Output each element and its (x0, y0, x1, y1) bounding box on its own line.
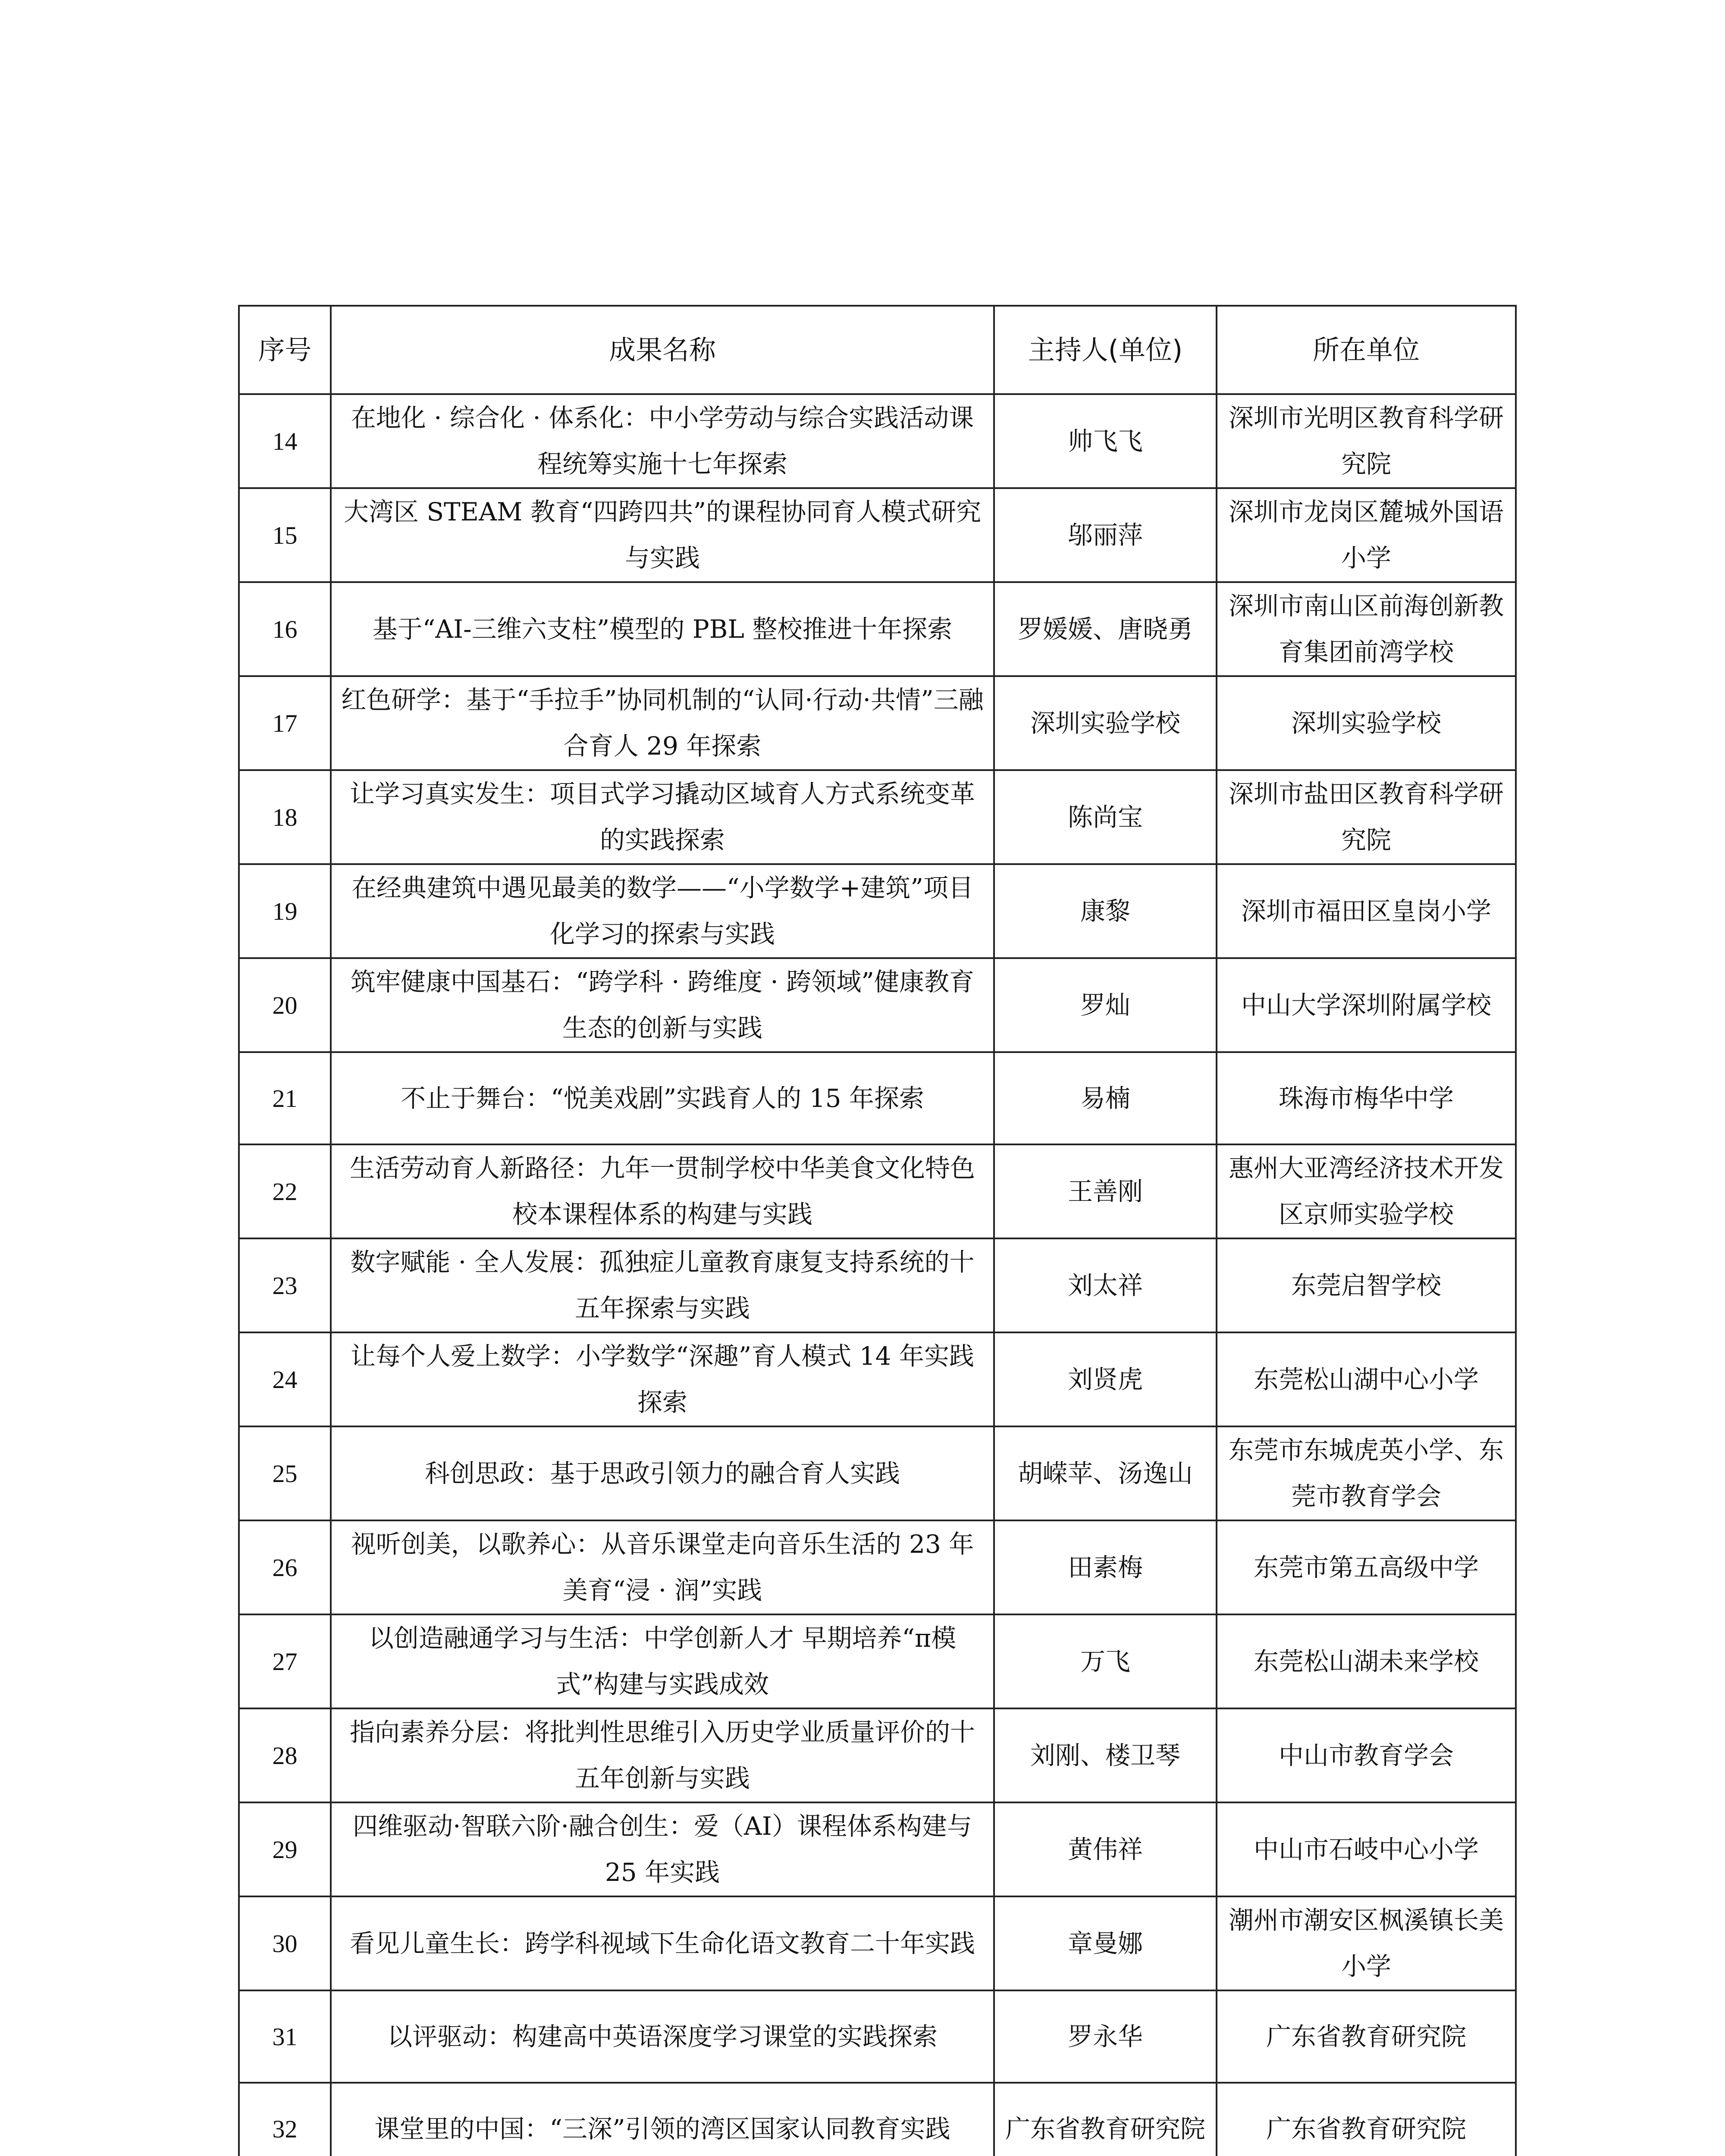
row-unit: 惠州大亚湾经济技术开发区京师实验学校 (1217, 1144, 1516, 1238)
row-unit: 深圳实验学校 (1217, 676, 1516, 770)
row-name: 四维驱动·智联六阶·融合创生：爱（AI）课程体系构建与 25 年实践 (331, 1802, 994, 1896)
row-name: 视听创美，以歌养心：从音乐课堂走向音乐生活的 23 年美育“浸 · 润”实践 (331, 1520, 994, 1614)
row-unit: 潮州市潮安区枫溪镇长美小学 (1217, 1896, 1516, 1990)
row-name: 课堂里的中国：“三深”引领的湾区国家认同教育实践 (331, 2083, 994, 2156)
table-row (239, 2083, 1516, 2156)
row-seq: 31 (239, 1990, 331, 2083)
table-row (239, 582, 1516, 676)
row-host: 帅飞飞 (994, 394, 1217, 488)
row-unit: 深圳市盐田区教育科学研究院 (1217, 770, 1516, 864)
row-seq: 21 (239, 1052, 331, 1144)
row-seq: 32 (239, 2083, 331, 2156)
table-row (239, 1802, 1516, 1896)
row-name: 生活劳动育人新路径：九年一贯制学校中华美食文化特色校本课程体系的构建与实践 (331, 1144, 994, 1238)
row-host: 章曼娜 (994, 1896, 1217, 1990)
table-row (239, 958, 1516, 1052)
row-unit: 东莞松山湖未来学校 (1217, 1614, 1516, 1708)
row-seq: 16 (239, 582, 331, 676)
row-host: 刘贤虎 (994, 1332, 1217, 1426)
row-unit: 中山市石岐中心小学 (1217, 1802, 1516, 1896)
row-unit: 中山市教育学会 (1217, 1708, 1516, 1802)
row-name: 在经典建筑中遇见最美的数学——“小学数学+建筑”项目化学习的探索与实践 (331, 864, 994, 958)
row-unit: 深圳市福田区皇岗小学 (1217, 864, 1516, 958)
row-name: 在地化 · 综合化 · 体系化：中小学劳动与综合实践活动课程统筹实施十七年探索 (331, 394, 994, 488)
table-row (239, 1614, 1516, 1708)
row-name: 基于“AI-三维六支柱”模型的 PBL 整校推进十年探索 (331, 582, 994, 676)
table-row (239, 1520, 1516, 1614)
table-row (239, 1144, 1516, 1238)
row-host: 王善刚 (994, 1144, 1217, 1238)
row-seq: 26 (239, 1520, 331, 1614)
row-seq: 23 (239, 1238, 331, 1332)
row-name: 以创造融通学习与生活：中学创新人才 早期培养“π模式”构建与实践成效 (331, 1614, 994, 1708)
row-seq: 28 (239, 1708, 331, 1802)
row-name: 筑牢健康中国基石：“跨学科 · 跨维度 · 跨领域”健康教育生态的创新与实践 (331, 958, 994, 1052)
row-name: 数字赋能 · 全人发展：孤独症儿童教育康复支持系统的十五年探索与实践 (331, 1238, 994, 1332)
row-name: 以评驱动：构建高中英语深度学习课堂的实践探索 (331, 1990, 994, 2083)
row-unit: 深圳市南山区前海创新教育集团前湾学校 (1217, 582, 1516, 676)
row-seq: 15 (239, 488, 331, 582)
row-seq: 17 (239, 676, 331, 770)
table-row (239, 1332, 1516, 1426)
row-unit: 深圳市光明区教育科学研究院 (1217, 394, 1516, 488)
row-host: 广东省教育研究院 (994, 2083, 1217, 2156)
row-host: 易楠 (994, 1052, 1217, 1144)
row-unit: 广东省教育研究院 (1217, 2083, 1516, 2156)
row-seq: 24 (239, 1332, 331, 1426)
row-seq: 25 (239, 1426, 331, 1520)
row-name: 红色研学：基于“手拉手”协同机制的“认同·行动·共情”三融合育人 29 年探索 (331, 676, 994, 770)
row-host: 田素梅 (994, 1520, 1217, 1614)
header-seq: 序号 (239, 306, 331, 394)
row-host: 罗永华 (994, 1990, 1217, 2083)
row-host: 邬丽萍 (994, 488, 1217, 582)
table-row (239, 1708, 1516, 1802)
row-name: 让学习真实发生：项目式学习撬动区域育人方式系统变革的实践探索 (331, 770, 994, 864)
table-row (239, 864, 1516, 958)
row-host: 胡嵘苹、汤逸山 (994, 1426, 1217, 1520)
row-seq: 20 (239, 958, 331, 1052)
table-row (239, 1896, 1516, 1990)
row-unit: 中山大学深圳附属学校 (1217, 958, 1516, 1052)
row-name: 不止于舞台：“悦美戏剧”实践育人的 15 年探索 (331, 1052, 994, 1144)
row-unit: 广东省教育研究院 (1217, 1990, 1516, 2083)
header-name: 成果名称 (331, 306, 994, 394)
table-row (239, 488, 1516, 582)
table-row (239, 1990, 1516, 2083)
row-seq: 30 (239, 1896, 331, 1990)
table-row (239, 1426, 1516, 1520)
row-host: 罗媛媛、唐晓勇 (994, 582, 1217, 676)
header-unit: 所在单位 (1217, 306, 1516, 394)
row-host: 刘刚、楼卫琴 (994, 1708, 1217, 1802)
table-row (239, 1052, 1516, 1144)
table-row (239, 1238, 1516, 1332)
row-host: 黄伟祥 (994, 1802, 1217, 1896)
row-name: 科创思政：基于思政引领力的融合育人实践 (331, 1426, 994, 1520)
row-unit: 东莞市东城虎英小学、东莞市教育学会 (1217, 1426, 1516, 1520)
row-unit: 东莞市第五高级中学 (1217, 1520, 1516, 1614)
row-unit: 珠海市梅华中学 (1217, 1052, 1516, 1144)
table-row (239, 770, 1516, 864)
row-name: 大湾区 STEAM 教育“四跨四共”的课程协同育人模式研究与实践 (331, 488, 994, 582)
achievements-table (238, 305, 1517, 2156)
row-host: 深圳实验学校 (994, 676, 1217, 770)
row-seq: 29 (239, 1802, 331, 1896)
row-seq: 18 (239, 770, 331, 864)
row-seq: 19 (239, 864, 331, 958)
row-host: 罗灿 (994, 958, 1217, 1052)
row-seq: 14 (239, 394, 331, 488)
row-name: 指向素养分层：将批判性思维引入历史学业质量评价的十五年创新与实践 (331, 1708, 994, 1802)
row-host: 刘太祥 (994, 1238, 1217, 1332)
row-host: 康黎 (994, 864, 1217, 958)
table-row (239, 394, 1516, 488)
table-row (239, 676, 1516, 770)
row-name: 看见儿童生长：跨学科视域下生命化语文教育二十年实践 (331, 1896, 994, 1990)
row-host: 陈尚宝 (994, 770, 1217, 864)
row-seq: 27 (239, 1614, 331, 1708)
row-unit: 东莞启智学校 (1217, 1238, 1516, 1332)
row-host: 万飞 (994, 1614, 1217, 1708)
table-header-row (239, 306, 1516, 394)
row-name: 让每个人爱上数学：小学数学“深趣”育人模式 14 年实践探索 (331, 1332, 994, 1426)
row-seq: 22 (239, 1144, 331, 1238)
header-host: 主持人(单位) (994, 306, 1217, 394)
row-unit: 东莞松山湖中心小学 (1217, 1332, 1516, 1426)
row-unit: 深圳市龙岗区麓城外国语小学 (1217, 488, 1516, 582)
